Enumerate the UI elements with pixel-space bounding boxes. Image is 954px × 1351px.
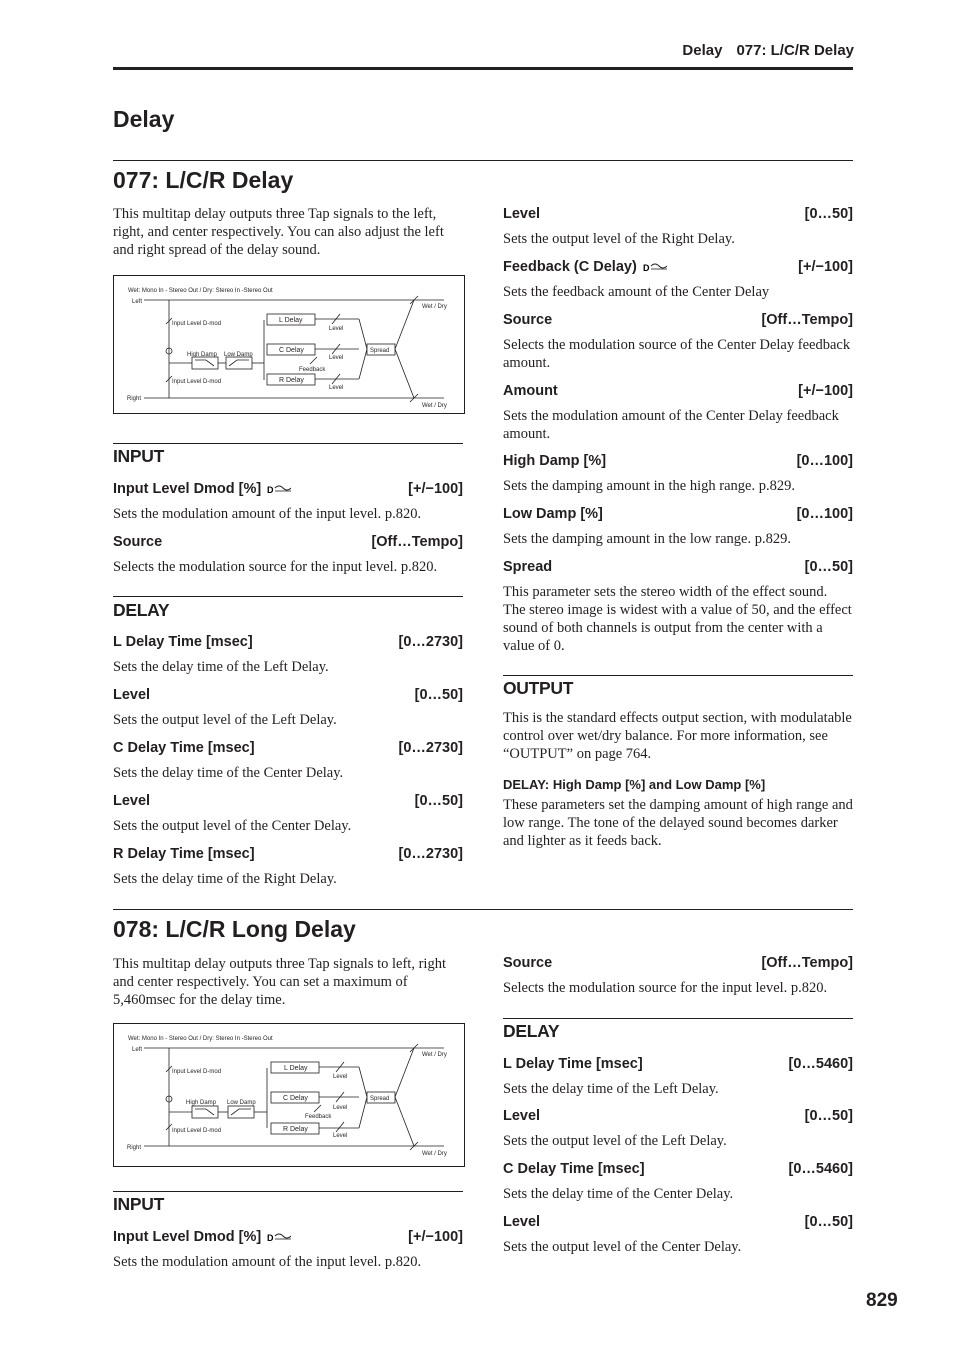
param-input-level-dmod-078[interactable]: [113, 1229, 463, 1245]
fx077-delay-rule: [113, 596, 463, 597]
param-name: Amount: [503, 383, 558, 399]
param-spread[interactable]: [503, 559, 853, 575]
param-l-level[interactable]: [113, 687, 463, 703]
param-range: [0…50]: [414, 793, 463, 809]
diagram-left-label: Left: [132, 299, 143, 305]
param-range: [0…50]: [414, 687, 463, 703]
param-fb-source[interactable]: [503, 312, 853, 328]
param-name: Spread: [503, 559, 553, 575]
param-low-damp[interactable]: [503, 506, 853, 522]
fx077-diagram-svg: [114, 276, 464, 413]
fx077-block-diagram: [113, 275, 465, 414]
fx077-intro: This multitap delay outputs three Tap signals to the left, right, and center respectively. You can also adjust the left and right spread of the delay sound.: [113, 206, 444, 258]
diagram-right-label: Right: [127, 396, 142, 402]
diagram-level-l: Level: [333, 1074, 348, 1080]
param-range: [0…50]: [804, 1214, 853, 1230]
param-name: Input Level Dmod [%]: [113, 1229, 262, 1245]
diagram-right-label: Right: [127, 1145, 142, 1151]
param-range: [0…50]: [804, 206, 853, 222]
param-name: Level: [503, 1108, 541, 1124]
diagram-l-delay-box: L Delay: [284, 1065, 308, 1072]
param-range: [0…2730]: [398, 846, 463, 862]
param-source-078[interactable]: [503, 955, 853, 971]
fx077-title: 077: L/C/R Delay: [113, 167, 294, 193]
param-c-delay-time[interactable]: [113, 740, 463, 756]
fx077-output-heading: OUTPUT: [503, 678, 574, 698]
param-name: Level: [503, 206, 541, 222]
param-range: [0…100]: [796, 453, 853, 469]
output-desc: This is the standard effects output section, with modulatable control over wet/dry balance. For more information, see “OUTPUT” on page 764.: [503, 710, 852, 762]
diagram-level-r: Level: [329, 385, 344, 391]
fx078-block-diagram: [113, 1023, 465, 1167]
param-c-level-078[interactable]: [503, 1214, 853, 1230]
param-desc: Sets the damping amount in the low range. p.829.: [503, 531, 791, 547]
param-desc: Sets the delay time of the Center Delay.: [503, 1186, 734, 1202]
param-range: [0…2730]: [398, 634, 463, 650]
diagram-high-damp-label: High Damp: [186, 1100, 217, 1106]
fx077-input-rule: [113, 443, 463, 444]
fx077-output-rule: [503, 675, 853, 676]
diagram-spread-box: Spread: [370, 348, 390, 354]
diagram-c-delay-box: C Delay: [283, 1095, 308, 1102]
param-name: Low Damp [%]: [503, 506, 603, 522]
param-desc: Sets the damping amount in the high range. p.829.: [503, 478, 795, 494]
diagram-wetdry-bottom-label: Wet / Dry: [422, 403, 447, 409]
param-name: Level: [113, 687, 151, 703]
diagram-routing-label: Wet: Mono In - Stereo Out / Dry: Stereo In -Stereo Out: [128, 288, 273, 294]
diagram-wetdry-bottom-label: Wet / Dry: [422, 1151, 447, 1157]
fx078-input-heading: INPUT: [113, 1194, 165, 1214]
param-desc: Selects the modulation source of the Center Delay feedback amount.: [503, 337, 851, 371]
param-range: [0…50]: [804, 559, 853, 575]
diagram-routing-label: Wet: Mono In - Stereo Out / Dry: Stereo In -Stereo Out: [128, 1036, 273, 1042]
diagram-wetdry-top-label: Wet / Dry: [422, 1052, 447, 1058]
param-name: Source: [113, 534, 163, 550]
param-desc: Sets the delay time of the Center Delay.: [113, 765, 344, 781]
param-c-delay-time-078[interactable]: [503, 1161, 853, 1177]
fx078-diagram-svg: [114, 1024, 464, 1166]
param-name: High Damp [%]: [503, 453, 607, 469]
param-desc: Selects the modulation source for the input level. p.820.: [503, 980, 828, 996]
diagram-feedback-label: Feedback: [299, 367, 326, 373]
param-name: R Delay Time [msec]: [113, 846, 255, 862]
diagram-input-level-top: Input Level D-mod: [172, 321, 222, 327]
page-number: 829: [866, 1290, 898, 1311]
dmod-icon: [267, 1232, 291, 1242]
diagram-level-r: Level: [333, 1133, 348, 1139]
param-name: Level: [503, 1214, 541, 1230]
param-range: [Off…Tempo]: [761, 312, 853, 328]
param-desc: Sets the output level of the Center Delay.: [503, 1239, 742, 1255]
param-desc: Sets the output level of the Right Delay.: [503, 231, 735, 247]
svg-text:D: D: [642, 263, 650, 273]
dmod-icon: [267, 484, 291, 494]
param-desc: Sets the delay time of the Left Delay.: [113, 659, 329, 675]
param-l-delay-time[interactable]: [113, 634, 463, 650]
param-desc: Sets the output level of the Left Delay.: [503, 1133, 727, 1149]
param-desc: Sets the delay time of the Right Delay.: [113, 871, 337, 887]
param-name: C Delay Time [msec]: [113, 740, 255, 756]
diagram-r-delay-box: R Delay: [283, 1126, 308, 1133]
param-desc: Sets the modulation amount of the input level. p.820.: [113, 1254, 422, 1270]
param-desc: This parameter sets the stereo width of the effect sound. The stereo image is widest with a value of 50, and the effect sound of both channels is output from the center with a value of 0.: [503, 584, 852, 654]
param-desc: Sets the modulation amount of the input level. p.820.: [113, 506, 422, 522]
chapter-title: Delay: [113, 106, 175, 132]
param-source[interactable]: [113, 534, 463, 550]
param-range: [+/−100]: [408, 481, 463, 497]
param-name: Level: [113, 793, 151, 809]
diagram-level-c: Level: [329, 355, 344, 361]
fx078-title-rule: [113, 909, 853, 910]
param-desc: Sets the delay time of the Left Delay.: [503, 1081, 719, 1097]
fx077-delay-heading: DELAY: [113, 600, 170, 620]
param-high-damp[interactable]: [503, 453, 853, 469]
param-desc: Sets the modulation amount of the Center Delay feedback amount.: [503, 408, 839, 442]
fx077-input-heading: INPUT: [113, 446, 165, 466]
param-name: Source: [503, 312, 553, 328]
fx078-delay-heading: DELAY: [503, 1021, 560, 1041]
fx078-title: 078: L/C/R Long Delay: [113, 916, 356, 942]
param-range: [0…2730]: [398, 740, 463, 756]
param-l-delay-time-078[interactable]: [503, 1056, 853, 1072]
param-name: L Delay Time [msec]: [113, 634, 253, 650]
title-rule: [113, 160, 853, 161]
param-input-level-dmod[interactable]: [113, 481, 463, 497]
param-name: Feedback (C Delay): [503, 259, 637, 275]
diagram-input-level-top: Input Level D-mod: [172, 1069, 222, 1075]
param-range: [+/−100]: [798, 383, 853, 399]
diagram-low-damp-label: Low Damp: [227, 1100, 256, 1106]
param-desc: Sets the output level of the Left Delay.: [113, 712, 337, 728]
diagram-level-c: Level: [333, 1105, 348, 1111]
param-name: C Delay Time [msec]: [503, 1161, 645, 1177]
param-r-level[interactable]: [503, 206, 853, 222]
param-desc: Sets the feedback amount of the Center Delay: [503, 284, 770, 300]
param-range: [+/−100]: [798, 259, 853, 275]
param-desc: Selects the modulation source for the input level. p.820.: [113, 559, 438, 575]
dmod-icon: [643, 262, 667, 272]
svg-text:D: D: [267, 1233, 274, 1243]
param-fb-amount[interactable]: [503, 383, 853, 399]
param-range: [Off…Tempo]: [371, 534, 463, 550]
header-section: Delay: [682, 42, 723, 59]
param-c-level[interactable]: [113, 793, 463, 809]
param-name: Input Level Dmod [%]: [113, 481, 262, 497]
diagram-r-delay-box: R Delay: [279, 377, 304, 384]
param-range: [+/−100]: [408, 1229, 463, 1245]
fx078-delay-rule: [503, 1018, 853, 1019]
param-range: [0…100]: [796, 506, 853, 522]
header-effect: 077: L/C/R Delay: [736, 42, 854, 59]
diagram-c-delay-box: C Delay: [279, 347, 304, 354]
diagram-low-damp-label: Low Damp: [224, 352, 253, 358]
diagram-left-label: Left: [132, 1047, 143, 1053]
diagram-spread-box: Spread: [370, 1096, 390, 1102]
diagram-feedback-label: Feedback: [305, 1114, 332, 1120]
param-range: [0…5460]: [788, 1056, 853, 1072]
diagram-l-delay-box: L Delay: [279, 317, 303, 324]
running-header: [668, 42, 854, 59]
param-range: [0…5460]: [788, 1161, 853, 1177]
param-desc: Sets the output level of the Center Delay.: [113, 818, 352, 834]
param-l-level-078[interactable]: [503, 1108, 853, 1124]
svg-text:D: D: [267, 485, 274, 495]
diagram-input-level-bottom: Input Level D-mod: [172, 1128, 222, 1134]
param-r-delay-time[interactable]: [113, 846, 463, 862]
fx078-intro: This multitap delay outputs three Tap signals to left, right and center respectively. You can set a maximum of 5,460msec for the delay time.: [113, 956, 446, 1008]
diagram-wetdry-top-label: Wet / Dry: [422, 304, 447, 310]
param-feedback[interactable]: [503, 259, 853, 275]
param-name: L Delay Time [msec]: [503, 1056, 643, 1072]
param-range: [0…50]: [804, 1108, 853, 1124]
param-range: [Off…Tempo]: [761, 955, 853, 971]
damp-desc: These parameters set the damping amount of high range and low range. The tone of the delayed sound becomes darker and lighter as it feeds back.: [503, 797, 853, 849]
param-name: Source: [503, 955, 553, 971]
diagram-input-level-bottom: Input Level D-mod: [172, 379, 222, 385]
damp-subheading: DELAY: High Damp [%] and Low Damp [%]: [503, 777, 766, 792]
fx078-input-rule: [113, 1191, 463, 1192]
header-rule: [113, 67, 853, 70]
diagram-high-damp-label: High Damp: [187, 352, 218, 358]
diagram-level-l: Level: [329, 326, 344, 332]
